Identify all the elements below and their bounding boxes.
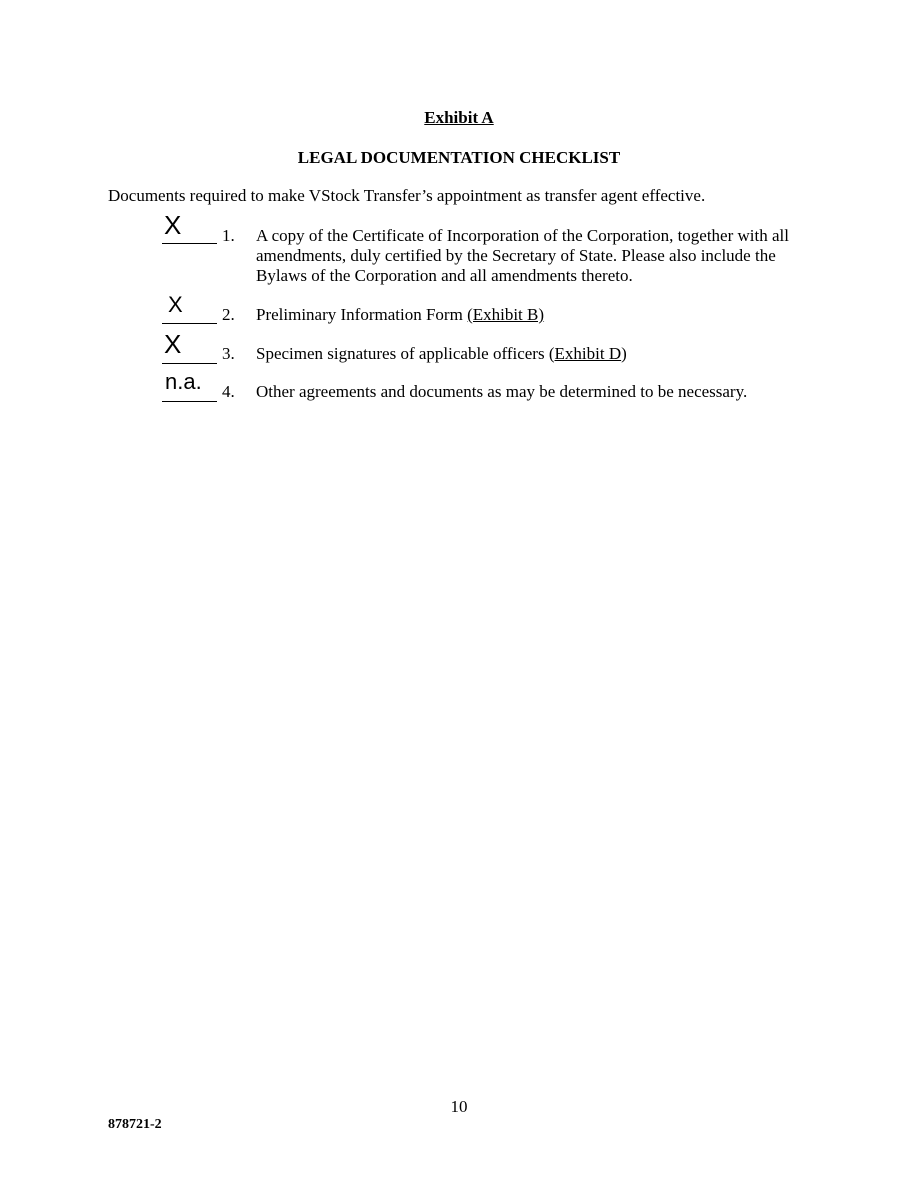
item-number: 2.: [222, 305, 235, 324]
item-number: 4.: [222, 382, 235, 401]
checklist-item-1: [0, 210, 918, 290]
mark-line: [162, 243, 217, 244]
check-mark: n.a.: [165, 369, 202, 394]
check-mark: X: [164, 329, 182, 359]
mark-line: [162, 401, 217, 402]
item-text: Preliminary Information Form (Exhibit B): [256, 305, 545, 324]
check-mark: X: [164, 210, 182, 240]
item-text: Other agreements and documents as may be determined to be necessary.: [256, 382, 748, 401]
checklist-title: LEGAL DOCUMENTATION CHECKLIST: [297, 148, 621, 167]
item-number: 1.: [222, 226, 235, 245]
item-text: A copy of the Certificate of Incorporation of the Corporation, together with all amendments, duly certified by the Secretary of State. Please also include the Bylaws of the Corporation and all amendments thereto.: [256, 226, 789, 285]
check-mark: X: [168, 292, 183, 317]
intro-text: Documents required to make VStock Transfer’s appointment as transfer agent effective.: [108, 186, 706, 205]
page-number: 10: [450, 1097, 468, 1116]
checklist-item-4: [0, 368, 918, 408]
document-id: 878721-2: [108, 1117, 162, 1132]
exhibit-b-reference: (Exhibit B): [467, 305, 545, 324]
mark-line: [162, 363, 217, 364]
mark-line: [162, 323, 217, 324]
checklist-item-3: [0, 329, 918, 369]
exhibit-title: Exhibit A: [424, 108, 494, 127]
exhibit-d-reference: Exhibit D: [554, 344, 622, 363]
item-number: 3.: [222, 344, 235, 363]
checklist-item-2: [0, 290, 918, 330]
item-text: Specimen signatures of applicable officers (Exhibit D): [256, 344, 627, 363]
